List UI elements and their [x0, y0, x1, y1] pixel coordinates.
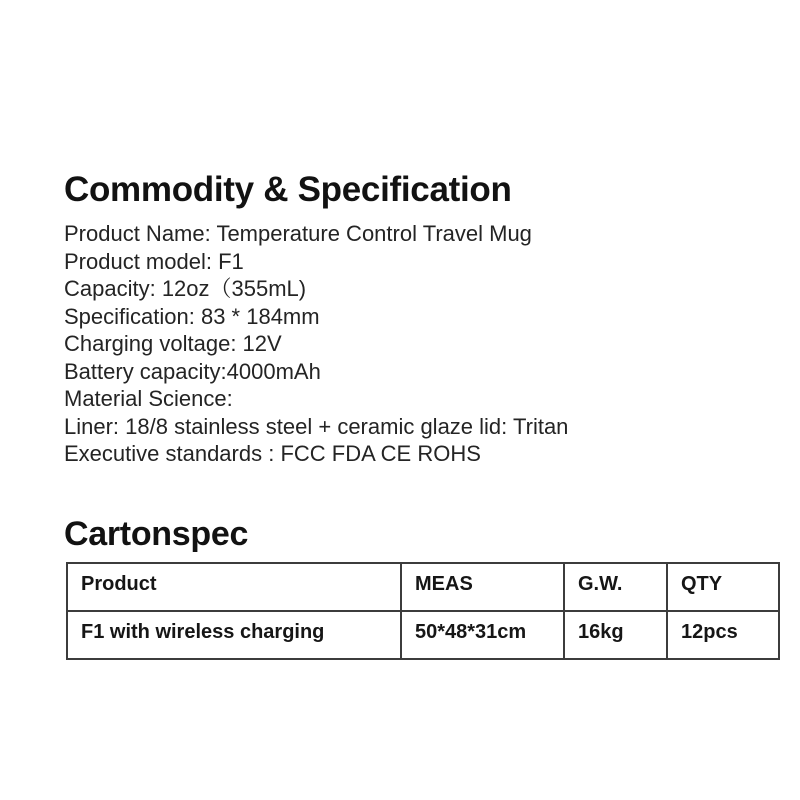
spec-line-executive-standards: Executive standards : FCC FDA CE ROHS — [64, 441, 481, 466]
carton-table-header-row — [67, 563, 779, 611]
cell-meas: 50*48*31cm — [401, 611, 564, 659]
spec-line-charging-voltage: Charging voltage: 12V — [64, 331, 282, 356]
cell-gw: 16kg — [564, 611, 667, 659]
spec-line-liner: Liner: 18/8 stainless steel + ceramic glaze lid: Tritan — [64, 413, 569, 439]
column-header-product: Product — [67, 563, 401, 611]
commodity-section-title: Commodity & Specification — [64, 170, 512, 209]
column-header-meas: MEAS — [401, 563, 564, 611]
spec-line-product-name: Product Name: Temperature Control Travel Mug — [64, 221, 532, 246]
cell-product: F1 with wireless charging — [67, 611, 401, 659]
spec-line-capacity: Capacity: 12oz（355mL) — [64, 276, 307, 301]
cell-qty: 12pcs — [667, 611, 779, 659]
carton-table — [66, 562, 780, 660]
spec-lines — [64, 220, 780, 468]
spec-line-material-science: Material Science: — [64, 386, 233, 411]
carton-table-data-row — [67, 611, 779, 659]
column-header-qty: QTY — [667, 563, 779, 611]
carton-section-title: Cartonspec — [64, 514, 249, 553]
spec-line-battery-capacity: Battery capacity:4000mAh — [64, 358, 321, 384]
column-header-gw: G.W. — [564, 563, 667, 611]
carton-section — [64, 514, 780, 660]
spec-line-product-model: Product model: F1 — [64, 248, 244, 274]
spec-line-specification: Specification: 83 * 184mm — [64, 303, 320, 329]
commodity-section — [64, 168, 780, 468]
